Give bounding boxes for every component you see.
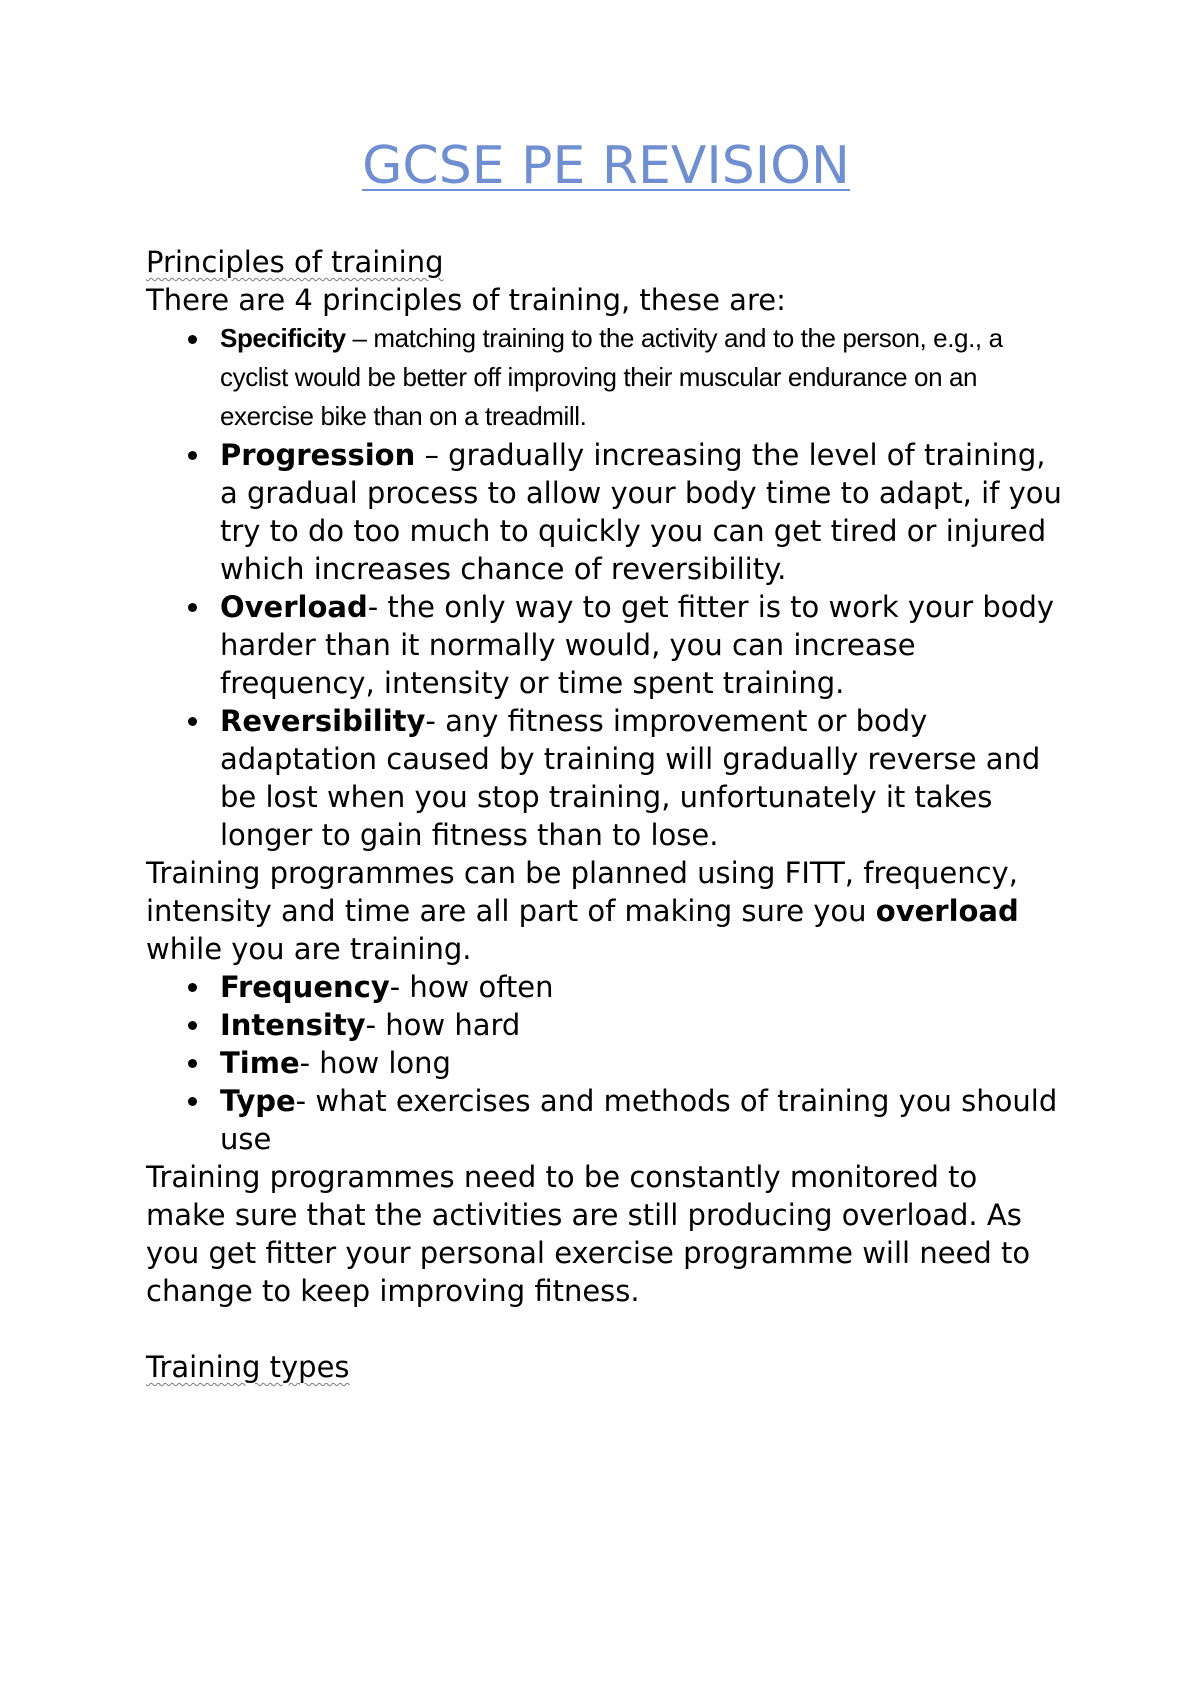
list-item-progression bbox=[220, 436, 1066, 588]
section-heading-principles-text: Principles of training bbox=[146, 245, 444, 279]
definition-overload: - the only way to get fitter is to work your body harder than it normally would, you can increase frequency, intensity or time spent training. bbox=[220, 590, 1055, 700]
section-heading-training-types-text: Training types bbox=[146, 1350, 350, 1384]
fitt-intro-end: while you are training. bbox=[146, 932, 472, 966]
list-item-intensity bbox=[220, 1006, 1066, 1044]
fitt-list bbox=[146, 968, 1066, 1158]
list-item-frequency bbox=[220, 968, 1066, 1006]
list-item-reversibility bbox=[220, 702, 1066, 854]
definition-intensity: - how hard bbox=[365, 1008, 521, 1042]
closing-paragraph: Training programmes need to be constantly monitored to make sure that the activities are still producing overload. As you get fitter your personal exercise programme will need to change to keep improving fitness. bbox=[146, 1160, 1031, 1308]
list-item-type bbox=[220, 1082, 1066, 1158]
term-type: Type bbox=[220, 1084, 296, 1118]
term-reversibility: Reversibility bbox=[220, 704, 426, 738]
definition-time: - how long bbox=[299, 1046, 451, 1080]
list-item-time bbox=[220, 1044, 1066, 1082]
term-overload: Overload bbox=[220, 590, 368, 624]
definition-type: - what exercises and methods of training you should use bbox=[220, 1084, 1058, 1156]
blank-line bbox=[146, 1310, 1066, 1348]
term-frequency: Frequency bbox=[220, 970, 390, 1004]
fitt-intro bbox=[146, 854, 1066, 968]
definition-frequency: - how often bbox=[389, 970, 554, 1004]
definition-progression: – gradually increasing the level of training, a gradual process to allow your body time to adapt, if you try to do too much to quickly you can get tired or injured which increases chance of reversibility. bbox=[220, 438, 1062, 586]
term-intensity: Intensity bbox=[220, 1008, 366, 1042]
section-heading-training-types bbox=[146, 1348, 1066, 1386]
document-title bbox=[146, 136, 1066, 196]
principles-list bbox=[146, 319, 1066, 854]
term-time: Time bbox=[220, 1046, 300, 1080]
principles-intro: There are 4 principles of training, these are: bbox=[146, 283, 786, 317]
definition-specificity: – matching training to the activity and to the person, e.g., a cyclist would be better off improving their muscular endurance on an exercise bike than on a treadmill. bbox=[220, 323, 1003, 431]
list-item-specificity bbox=[220, 319, 1066, 436]
fitt-intro-bold: overload bbox=[875, 894, 1019, 928]
fitt-intro-start: Training programmes can be planned using FITT, frequency, intensity and time are all part of making sure you bbox=[146, 856, 1018, 928]
section-heading-principles bbox=[146, 243, 1066, 281]
document-body bbox=[146, 243, 1066, 1386]
term-progression: Progression bbox=[220, 438, 416, 472]
definition-reversibility: - any fitness improvement or body adaptation caused by training will gradually reverse and be lost when you stop training, unfortunately it takes longer to gain fitness than to lose. bbox=[220, 704, 1041, 852]
term-specificity: Specificity bbox=[220, 323, 346, 353]
document-title-text: GCSE PE REVISION bbox=[362, 136, 850, 196]
list-item-overload bbox=[220, 588, 1066, 702]
